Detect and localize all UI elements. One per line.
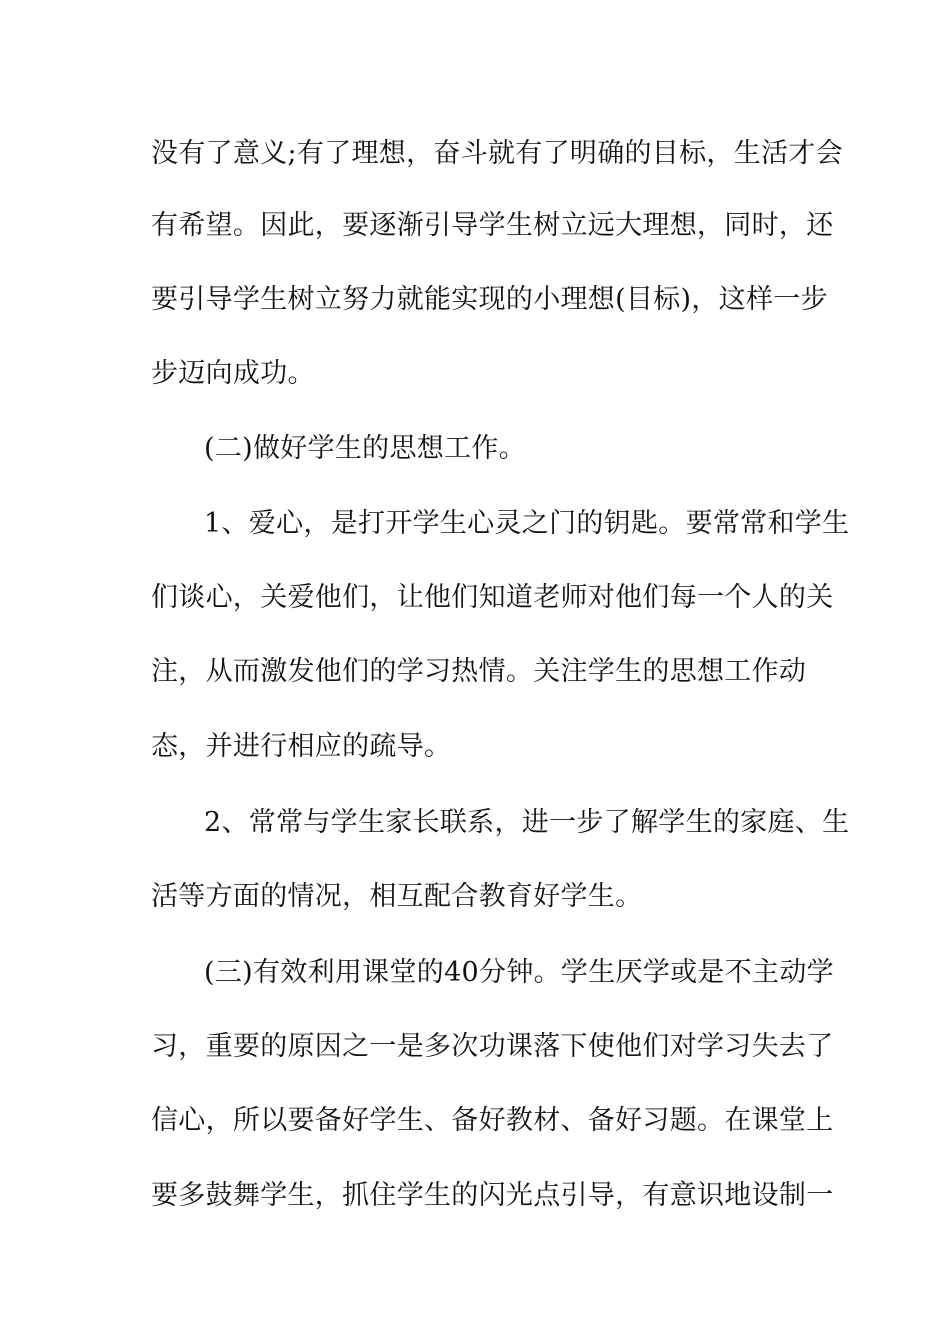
text-line: 有希望。因此，要逐渐引导学生树立远大理想，同时，还 (151, 210, 834, 241)
text-line: 习，重要的原因之一是多次功课落下使他们对学习失去了 (151, 1031, 834, 1062)
text-line: 活等方面的情况，相互配合教育好学生。 (151, 881, 643, 912)
text-line: 注，从而激发他们的学习热情。关注学生的思想工作动 (151, 656, 807, 687)
text-line: 要多鼓舞学生，抓住学生的闪光点引导，有意识地设制一 (151, 1180, 834, 1211)
text-line: 没有了意义;有了理想，奋斗就有了明确的目标，生活才会 (151, 138, 843, 169)
text-line: 2、常常与学生家长联系，进一步了解学生的家庭、生 (204, 807, 850, 838)
text-line: 态，并进行相应的疏导。 (151, 731, 452, 762)
text-line: 信心，所以要备好学生、备好教材、备好习题。在课堂上 (151, 1105, 834, 1136)
text-line: 们谈心，关爱他们，让他们知道老师对他们每一个人的关 (151, 582, 834, 613)
section-heading: (二)做好学生的思想工作。 (204, 433, 526, 464)
section-heading: (三)有效利用课堂的40分钟。学生厌学或是不主动学 (204, 957, 834, 988)
text-line: 步迈向成功。 (151, 358, 315, 389)
text-line: 1、爱心，是打开学生心灵之门的钥匙。要常常和学生 (204, 508, 850, 539)
text-line: 要引导学生树立努力就能实现的小理想(目标)，这样一步 (151, 284, 828, 315)
